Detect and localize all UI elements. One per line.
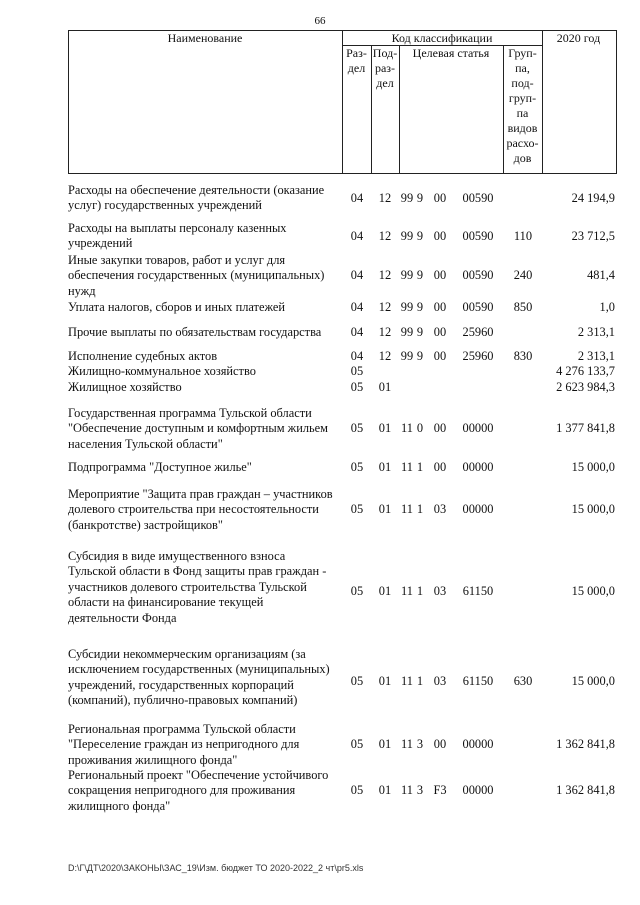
cell-target-4: 00000	[462, 783, 494, 797]
cell-group: 240	[513, 268, 533, 282]
cell-group: 850	[513, 300, 533, 314]
cell-target-1: 99	[400, 349, 414, 363]
cell-razdel: 05	[350, 584, 364, 598]
cell-target-4: 61150	[462, 674, 494, 688]
cell-amount: 1 362 841,8	[556, 737, 615, 751]
cell-razdel: 05	[350, 674, 364, 688]
cell-target-1: 99	[400, 191, 414, 205]
cell-group: 110	[513, 229, 533, 243]
cell-razdel: 05	[350, 502, 364, 516]
cell-target-2: 9	[416, 325, 424, 339]
cell-target-4: 00590	[462, 191, 494, 205]
cell-group: 830	[513, 349, 533, 363]
row-name: Региональная программа Тульской области "Переселение граждан из непригодного для проживания жилищного фонда"	[68, 722, 300, 767]
cell-podrazdel: 12	[378, 325, 392, 339]
cell-target-4: 00000	[462, 737, 494, 751]
cell-podrazdel: 01	[378, 460, 392, 474]
cell-target-3: 00	[433, 460, 447, 474]
cell-amount: 2 623 984,3	[556, 380, 615, 394]
row-name: Иные закупки товаров, работ и услуг для обеспечения государственных (муниципальных) нужд	[68, 253, 325, 298]
cell-target-4: 25960	[462, 349, 494, 363]
cell-target-2: 9	[416, 229, 424, 243]
cell-amount: 1 362 841,8	[556, 783, 615, 797]
cell-podrazdel: 01	[378, 380, 392, 394]
cell-podrazdel: 01	[378, 584, 392, 598]
cell-target-1: 11	[401, 460, 413, 474]
row-name: Прочие выплаты по обязательствам государства	[68, 325, 322, 339]
cell-target-4: 00590	[462, 268, 494, 282]
cell-amount: 4 276 133,7	[556, 364, 615, 378]
cell-target-4: 00000	[462, 502, 494, 516]
cell-razdel: 05	[350, 380, 364, 394]
header-code: Код классификации	[391, 31, 493, 45]
header-podrazdel: Под- раз- дел	[372, 46, 398, 90]
cell-target-4: 00590	[462, 300, 494, 314]
cell-target-1: 11	[401, 783, 413, 797]
cell-target-3: 03	[433, 584, 447, 598]
cell-razdel: 04	[350, 191, 364, 205]
cell-target-2: 1	[416, 584, 424, 598]
cell-target-2: 1	[416, 502, 424, 516]
header-target: Целевая статья	[412, 46, 490, 60]
cell-podrazdel: 12	[378, 349, 392, 363]
cell-razdel: 05	[350, 783, 364, 797]
cell-target-4: 25960	[462, 325, 494, 339]
cell-podrazdel: 01	[378, 502, 392, 516]
cell-target-3: 03	[433, 502, 447, 516]
cell-podrazdel: 01	[378, 783, 392, 797]
row-name: Жилищно-коммунальное хозяйство	[68, 364, 256, 378]
cell-target-1: 99	[400, 229, 414, 243]
cell-target-3: 00	[433, 737, 447, 751]
header-razdel: Раз- дел	[346, 46, 367, 75]
cell-target-2: 9	[416, 349, 424, 363]
page-number: 66	[314, 15, 326, 27]
cell-target-1: 11	[401, 502, 413, 516]
cell-podrazdel: 01	[378, 674, 392, 688]
cell-target-4: 00000	[462, 421, 494, 435]
cell-podrazdel: 12	[378, 229, 392, 243]
cell-group: 630	[513, 674, 533, 688]
cell-podrazdel: 12	[378, 191, 392, 205]
cell-amount: 15 000,0	[571, 502, 615, 516]
cell-target-2: 9	[416, 268, 424, 282]
cell-target-3: 00	[433, 349, 447, 363]
row-name: Жилищное хозяйство	[68, 380, 182, 394]
file-path-footer: D:\Г\ДТ\2020\ЗАКОНЫ\ЗАС_19\Изм. бюджет ТО 2020-2022_2 чт\pr5.xls	[68, 863, 364, 873]
cell-razdel: 05	[350, 737, 364, 751]
cell-amount: 24 194,9	[571, 191, 615, 205]
cell-amount: 2 313,1	[577, 349, 615, 363]
row-name: Расходы на обеспечение деятельности (оказание услуг) государственных учреждений	[68, 183, 325, 213]
row-name: Подпрограмма "Доступное жилье"	[68, 460, 252, 474]
row-name: Мероприятие "Защита прав граждан – участников долевого строительства при несостоятельности (банкротстве) застройщиков"	[68, 487, 333, 532]
cell-target-1: 11	[401, 674, 413, 688]
cell-target-1: 99	[400, 325, 414, 339]
cell-podrazdel: 01	[378, 737, 392, 751]
cell-amount: 481,4	[587, 268, 615, 282]
cell-target-3: F3	[433, 783, 447, 797]
cell-amount: 23 712,5	[571, 229, 615, 243]
cell-amount: 1 377 841,8	[556, 421, 615, 435]
row-name: Субсидии некоммерческим организациям (за исключением государственных (муниципальных) учреждений, государственных корпораций (компаний), публично-правовых компаний)	[68, 647, 330, 708]
cell-target-3: 00	[433, 191, 447, 205]
cell-target-1: 99	[400, 268, 414, 282]
cell-target-4: 61150	[462, 584, 494, 598]
cell-podrazdel: 12	[378, 268, 392, 282]
cell-target-1: 11	[401, 737, 413, 751]
cell-target-1: 11	[401, 584, 413, 598]
cell-amount: 2 313,1	[577, 325, 615, 339]
cell-target-3: 00	[433, 325, 447, 339]
cell-razdel: 04	[350, 300, 364, 314]
cell-razdel: 05	[350, 364, 364, 378]
cell-target-4: 00000	[462, 460, 494, 474]
cell-amount: 1,0	[599, 300, 615, 314]
cell-target-2: 3	[416, 737, 424, 751]
cell-razdel: 04	[350, 268, 364, 282]
cell-amount: 15 000,0	[571, 584, 615, 598]
row-name: Исполнение судебных актов	[68, 349, 218, 363]
cell-amount: 15 000,0	[571, 674, 615, 688]
row-name: Расходы на выплаты персоналу казенных учреждений	[68, 221, 287, 251]
header-name: Наименование	[167, 31, 243, 45]
cell-target-3: 00	[433, 229, 447, 243]
cell-razdel: 04	[350, 229, 364, 243]
cell-razdel: 04	[350, 325, 364, 339]
cell-target-2: 0	[416, 421, 424, 435]
row-name: Уплата налогов, сборов и иных платежей	[68, 300, 286, 314]
cell-razdel: 05	[350, 421, 364, 435]
cell-razdel: 04	[350, 349, 364, 363]
cell-podrazdel: 12	[378, 300, 392, 314]
cell-target-3: 00	[433, 300, 447, 314]
cell-razdel: 05	[350, 460, 364, 474]
header-year: 2020 год	[556, 31, 601, 45]
cell-target-3: 00	[433, 268, 447, 282]
cell-target-2: 1	[416, 674, 424, 688]
cell-amount: 15 000,0	[571, 460, 615, 474]
cell-target-2: 1	[416, 460, 424, 474]
cell-target-3: 00	[433, 421, 447, 435]
cell-target-2: 3	[416, 783, 424, 797]
cell-target-4: 00590	[462, 229, 494, 243]
cell-target-2: 9	[416, 191, 424, 205]
cell-target-3: 03	[433, 674, 447, 688]
cell-target-1: 99	[400, 300, 414, 314]
cell-target-2: 9	[416, 300, 424, 314]
cell-podrazdel: 01	[378, 421, 392, 435]
cell-target-1: 11	[401, 421, 413, 435]
header-group: Груп- па, под- груп- па видов расхо- дов	[506, 46, 539, 165]
row-name: Региональный проект "Обеспечение устойчивого сокращения непригодного для проживания жилищного фонда"	[68, 768, 329, 813]
row-name: Государственная программа Тульской области "Обеспечение доступным и комфортным жильем населения Тульской области"	[68, 406, 328, 451]
row-name: Субсидия в виде имущественного взноса Тульской области в Фонд защиты прав граждан - участников долевого строительства Тульской области на финансирование текущей деятельности Фонда	[68, 549, 327, 625]
